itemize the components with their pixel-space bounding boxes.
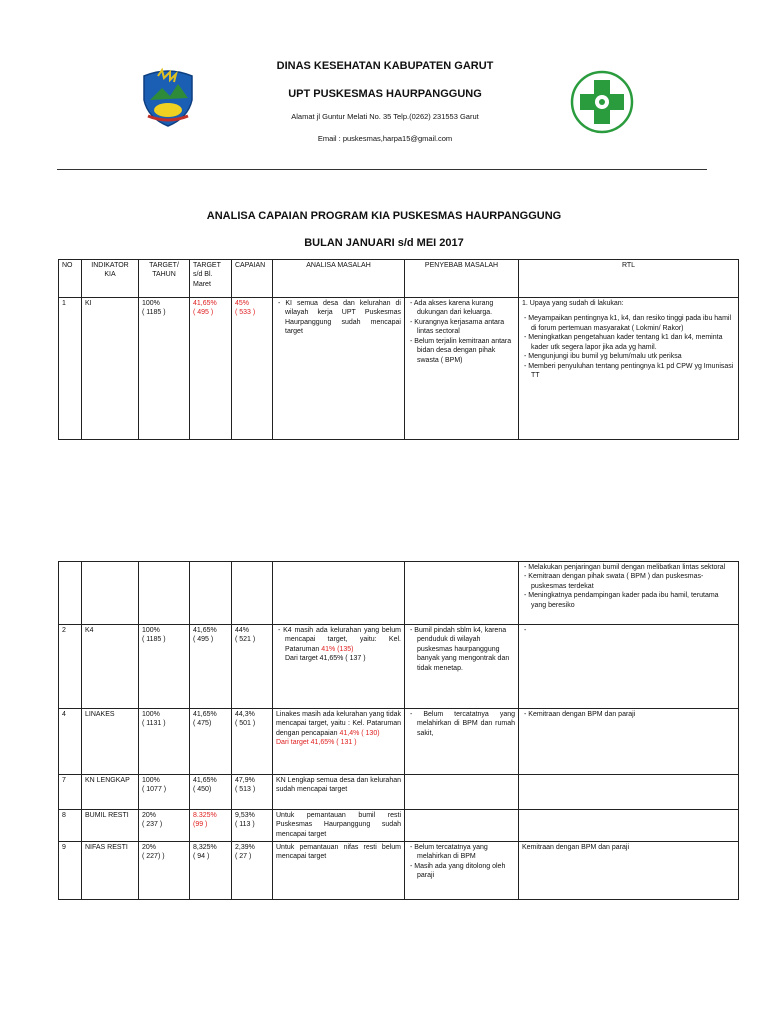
garut-regency-logo	[140, 66, 196, 128]
puskesmas-logo	[570, 70, 634, 134]
row-rtl: 1. Upaya yang sudah di lakukan: - Meyampaikan pentingnya k1, k4, dan resiko tinggi pada ibu hamil di forum pertemuan masyarakat ( Lokmin/ Rakor) - Meningkatkan pengetahuan kader tentang k1 dan k4, meminta kader utk segera lapor jika ada yg hamil. - Mengunjungi ibu bumil yg belum/malu utk periksa - Memberi penyuluhan tentang pentingnya k1 pd CPW yg Imunisasi TT	[519, 298, 739, 440]
row-rtl: - Kemitraan dengan BPM dan paraji	[519, 709, 739, 775]
row-rtl: Kemitraan dengan BPM dan paraji	[519, 842, 739, 900]
col-penyebab: PENYEBAB MASALAH	[405, 260, 519, 298]
row-penyebab: - Belum tercatatnya yang melahirkan di BPM dan rumah sakit,	[405, 709, 519, 775]
kia-analysis-table-part1	[58, 259, 739, 440]
col-rtl: RTL	[519, 260, 739, 298]
row-target: 100% ( 1185 )	[139, 298, 190, 440]
row-capaian: 45% ( 533 )	[232, 298, 273, 440]
col-analisa: ANALISA MASALAH	[273, 260, 405, 298]
row-analisa: KN Lengkap semua desa dan kelurahan sudah mencapai target	[273, 775, 405, 810]
row-indikator: KI	[82, 298, 139, 440]
col-target-sd: TARGET s/d Bl. Maret	[190, 260, 232, 298]
table-row: 8 BUMIL RESTI 20% ( 237 ) 8.325% (99 ) 9,53% ( 113 ) Untuk pemantauan bumil resti Puskesmas Haurpanggung sudah mencapai target	[59, 810, 739, 842]
row-penyebab: - Belum tercatatnya yang melahirkan di BPM - Masih ada yang ditolong oleh paraji	[405, 842, 519, 900]
row-analisa: - KI semua desa dan kelurahan di wilayah kerja UPT Puskesmas Haurpanggung sudah mencapai target	[273, 298, 405, 440]
row-rtl-continued: - Melakukan penjaringan bumil dengan melibatkan lintas sektoral - Kemitraan dengan pihak swata ( BPM ) dan puskesmas-puskesmas terdekat - Meningkatnya pendampingan kader pada ibu hamil, terutama yang beresiko	[519, 562, 739, 625]
header-divider	[57, 169, 707, 170]
table-row	[59, 562, 739, 625]
org-name-dinas: DINAS KESEHATAN KABUPATEN GARUT	[276, 60, 494, 72]
row-target-sd: 41,65% ( 495 )	[190, 298, 232, 440]
org-name-puskesmas: UPT PUSKESMAS HAURPANGGUNG	[288, 88, 482, 100]
col-no: NO	[59, 260, 82, 298]
email-text: Email : puskesmas,harpa15@gmail.com	[317, 134, 453, 143]
row-analisa: Untuk pemantauan nifas resti belum mencapai target	[273, 842, 405, 900]
row-analisa: Linakes masih ada kelurahan yang tidak mencapai target, yaitu : Kel. Pataruman dengan pencapaian 41,4% ( 130) Dari target 41,65% ( 131 )	[273, 709, 405, 775]
table-row: 2 K4 100% ( 1185 ) 41,65% ( 495 ) 44% ( 521 ) - K4 masih ada kelurahan yang belum mencapai target, yaitu: Kel. Pataruman 41% (135) Dari target 41,65% ( 137 ) - Bumil pindah sblm k4, karena penduduk di wilayah puskesmas haurpanggung banyak yang mengontrak dan tidak menetap. -	[59, 625, 739, 709]
col-capaian: CAPAIAN	[232, 260, 273, 298]
row-analisa: Untuk pemantauan bumil resti Puskesmas Haurpanggung sudah mencapai target	[273, 810, 405, 842]
table-row: 9 NIFAS RESTI 20% ( 227) ) 8,325% ( 94 ) 2,39% ( 27 ) Untuk pemantauan nifas resti belum mencapai target - Belum tercatatnya yang melahirkan di BPM - Masih ada yang ditolong oleh paraji Kemitraan dengan BPM dan paraji	[59, 842, 739, 900]
table-row: 7 KN LENGKAP 100% ( 1077 ) 41,65% ( 450) 47,9% ( 513 ) KN Lengkap semua desa dan kelurahan sudah mencapai target	[59, 775, 739, 810]
col-target: TARGET/ TAHUN	[139, 260, 190, 298]
row-penyebab: - Bumil pindah sblm k4, karena penduduk di wilayah puskesmas haurpanggung banyak yang mengontrak dan tidak menetap.	[405, 625, 519, 709]
kia-analysis-table-part2	[58, 561, 739, 900]
col-indikator: INDIKATOR KIA	[82, 260, 139, 298]
row-rtl	[519, 625, 739, 709]
row-no: 1	[59, 298, 82, 440]
table-row: 4 LINAKES 100% ( 1131 ) 41,65% ( 475) 44,3% ( 501 ) Linakes masih ada kelurahan yang tidak mencapai target, yaitu : Kel. Pataruman dengan pencapaian 41,4% ( 130) Dari target 41,65% ( 131 ) - Belum tercatatnya yang melahirkan di BPM dan rumah sakit, - Kemitraan dengan BPM dan paraji	[59, 709, 739, 775]
row-penyebab: - Ada akses karena kurang dukungan dari keluarga. - Kurangnya kerjasama antara lintas sectoral - Belum terjalin kemitraan antara bidan desa dengan pihak swasta ( BPM)	[405, 298, 519, 440]
table-header-row	[59, 260, 739, 298]
document-period: BULAN JANUARI s/d MEI 2017	[304, 237, 464, 249]
document-title: ANALISA CAPAIAN PROGRAM KIA PUSKESMAS HAURPANGGUNG	[206, 210, 562, 222]
table-row	[59, 298, 739, 440]
address-text: Alamat jl Guntur Melati No. 35 Telp.(0262) 231553 Garut	[291, 112, 479, 121]
row-analisa: - K4 masih ada kelurahan yang belum mencapai target, yaitu: Kel. Pataruman 41% (135) Dari target 41,65% ( 137 )	[273, 625, 405, 709]
